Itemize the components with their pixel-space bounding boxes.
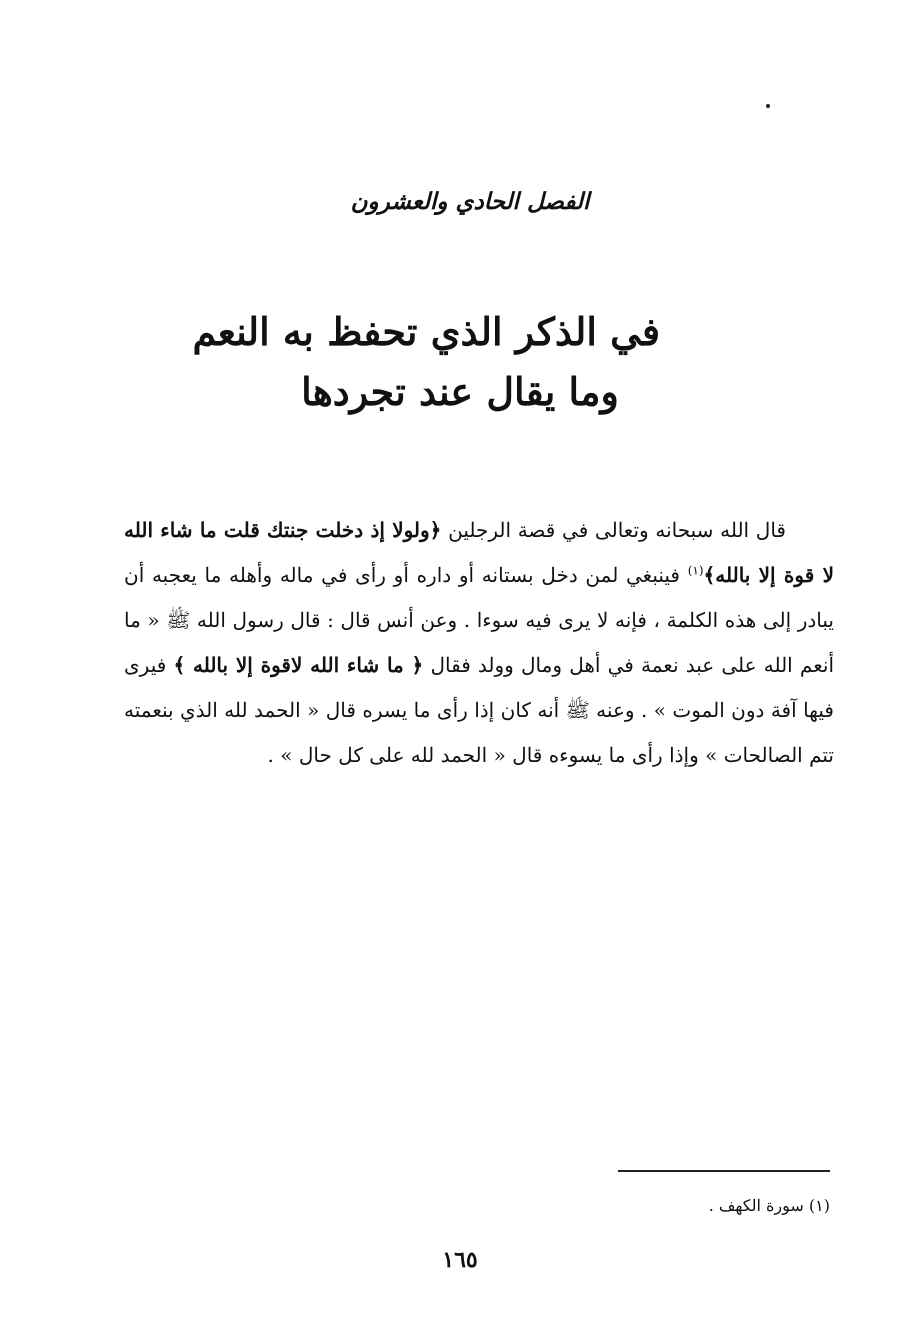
quran-verse-1: ﴿ولولا إذ دخلت جنتك قلت ما شاء الله لا قوة إلا بالله﴾	[124, 518, 835, 587]
section-title-line-2: وما يقال عند تجردها	[301, 369, 619, 414]
body-text-3: فيرى فيها آفة دون الموت » . وعنه ﷺ أنه كان إذا رأى ما يسره قال « الحمد لله الذي بنعمته تتم الصالحات » وإذا رأى ما يسوءه قال « الحمد لله على كل حال » .	[124, 653, 834, 767]
quran-verse-2: ﴿ ما شاء الله لاقوة إلا بالله ﴾	[173, 653, 424, 677]
body-text-2: فينبغي لمن دخل بستانه أو داره أو رأى في ماله وأهله ما يعجبه أن يبادر إلى هذه الكلمة ، فإنه لا يرى فيه سوءا . وعن أنس قال : قال رسول الله ﷺ « ما أنعم الله على عبد نعمة في أهل ومال وولد فقال	[124, 563, 834, 677]
chapter-heading: الفصل الحادي والعشرون	[350, 188, 590, 215]
page-mark	[766, 104, 770, 108]
footnote: (١) سورة الكهف .	[708, 1196, 830, 1215]
footnote-divider	[618, 1170, 830, 1172]
body-paragraph	[124, 508, 834, 778]
section-title	[192, 302, 660, 422]
footnote-reference: (١)	[687, 563, 704, 578]
page-number: ١٦٥	[442, 1247, 478, 1273]
body-text-1: قال الله سبحانه وتعالى في قصة الرجلين	[441, 518, 786, 542]
section-title-line-1: في الذكر الذي تحفظ به النعم	[192, 309, 660, 354]
